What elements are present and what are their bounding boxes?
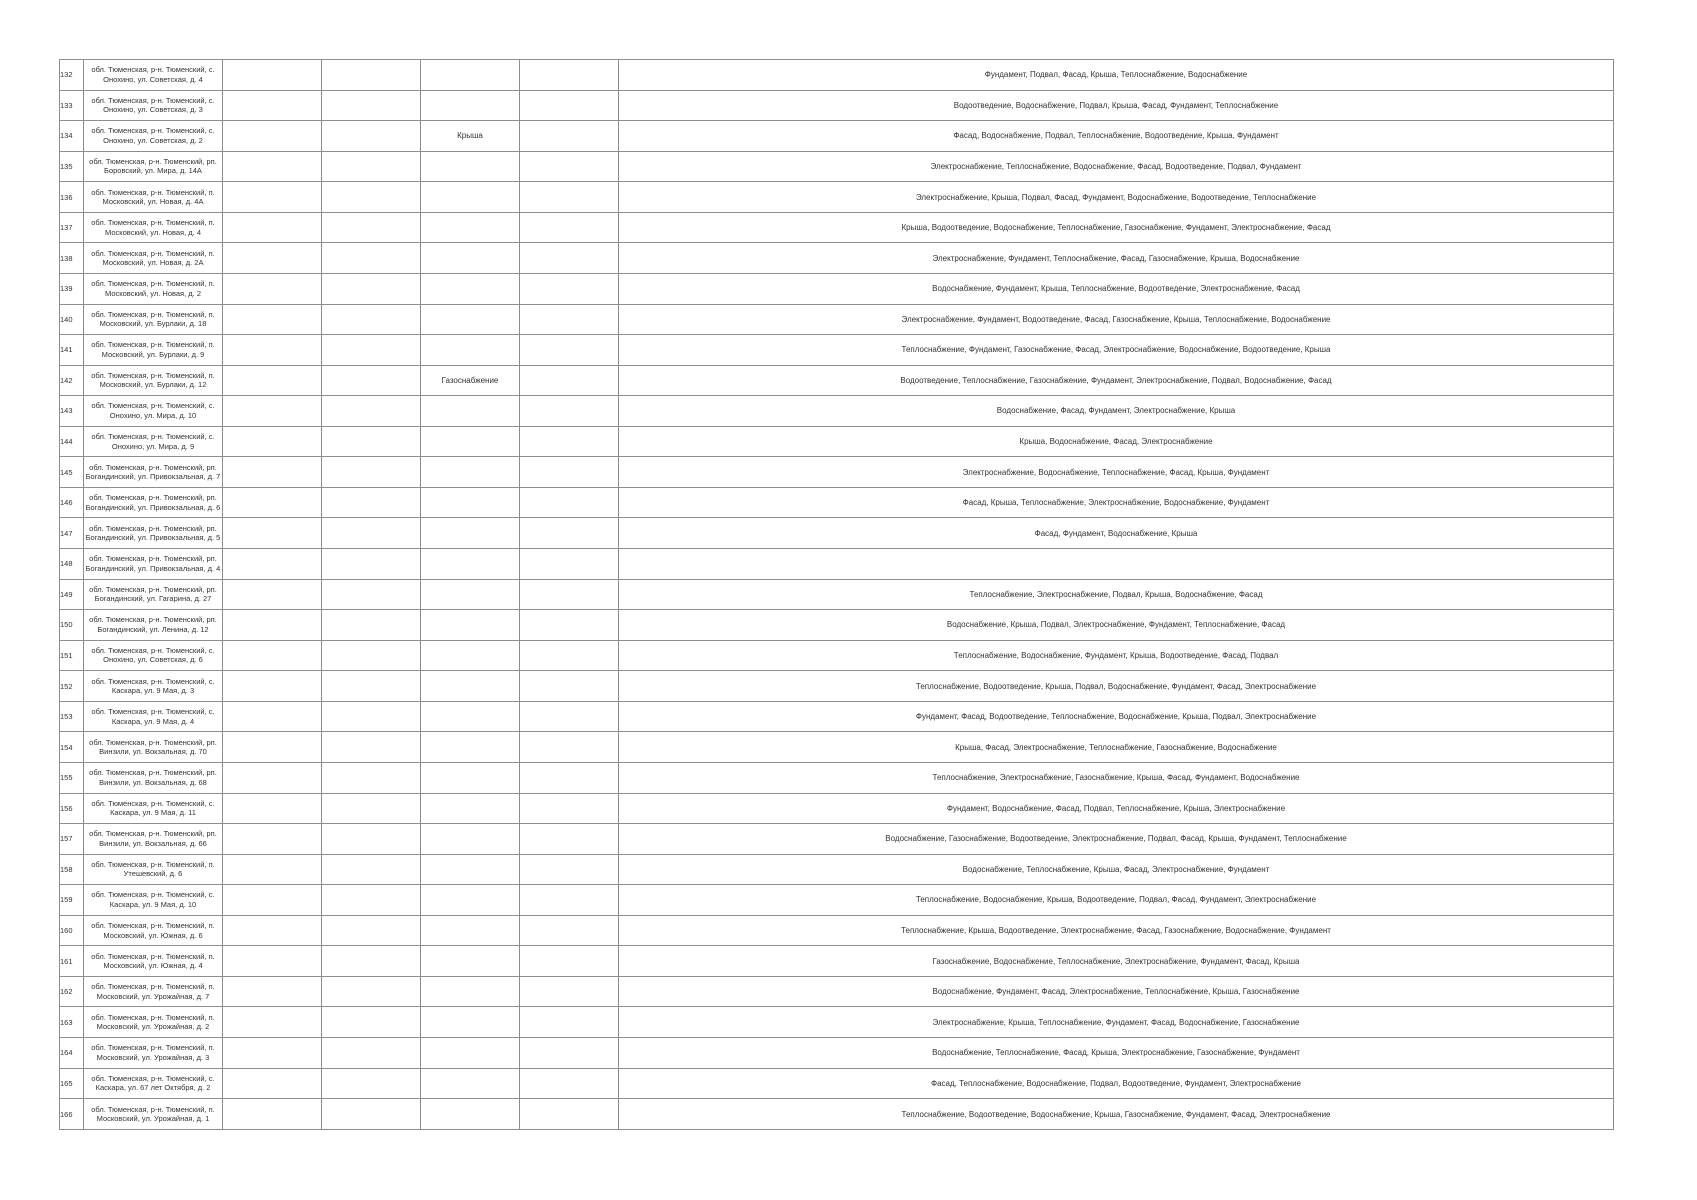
work-item-cell [421,487,520,518]
empty-cell [223,793,322,824]
work-item-cell [421,212,520,243]
table-row [60,90,1614,121]
work-item-cell [421,1099,520,1130]
address-cell: обл. Тюменская, р-н. Тюменский, п. Московский, ул. Южная, д. 4 [84,946,223,977]
work-types-cell: Фасад, Водоснабжение, Подвал, Теплоснабжение, Водоотведение, Крыша, Фундамент [619,121,1614,152]
address-cell: обл. Тюменская, р-н. Тюменский, рп. Богандинский, ул. Гагарина, д. 27 [84,579,223,610]
empty-cell [322,273,421,304]
empty-cell [520,151,619,182]
address-cell: обл. Тюменская, р-н. Тюменский, рп. Винзили, ул. Вокзальная, д. 70 [84,732,223,763]
table-row [60,457,1614,488]
table-row [60,518,1614,549]
empty-cell [223,762,322,793]
address-cell: обл. Тюменская, р-н. Тюменский, п. Утешевский, д. 6 [84,854,223,885]
housing-table [59,59,1614,1130]
empty-cell [322,487,421,518]
address-cell: обл. Тюменская, р-н. Тюменский, рп. Боровский, ул. Мира, д. 14А [84,151,223,182]
work-item-cell [421,671,520,702]
table-row [60,304,1614,335]
row-number-cell: 162 [60,976,84,1007]
work-item-cell [421,885,520,916]
row-number-cell: 149 [60,579,84,610]
work-types-cell: Электроснабжение, Крыша, Теплоснабжение, Фундамент, Фасад, Водоснабжение, Газоснабжение [619,1007,1614,1038]
row-number-cell: 151 [60,640,84,671]
empty-cell [223,732,322,763]
address-cell: обл. Тюменская, р-н. Тюменский, с. Каскара, ул. 67 лет Октября, д. 2 [84,1068,223,1099]
address-cell: обл. Тюменская, р-н. Тюменский, с. Каскара, ул. 9 Мая, д. 11 [84,793,223,824]
empty-cell [520,121,619,152]
empty-cell [223,182,322,213]
work-item-cell [421,976,520,1007]
work-types-cell: Теплоснабжение, Крыша, Водоотведение, Электроснабжение, Фасад, Газоснабжение, Водоснабжение, Фундамент [619,915,1614,946]
address-cell: обл. Тюменская, р-н. Тюменский, с. Онохино, ул. Советская, д. 6 [84,640,223,671]
empty-cell [520,365,619,396]
empty-cell [520,579,619,610]
empty-cell [520,335,619,366]
table-row [60,243,1614,274]
empty-cell [223,549,322,580]
empty-cell [223,304,322,335]
empty-cell [520,946,619,977]
work-item-cell [421,610,520,641]
table-row [60,824,1614,855]
work-types-cell: Электроснабжение, Фундамент, Теплоснабжение, Фасад, Газоснабжение, Крыша, Водоснабжение [619,243,1614,274]
empty-cell [322,1099,421,1130]
address-cell: обл. Тюменская, р-н. Тюменский, рп. Богандинский, ул. Привокзальная, д. 6 [84,487,223,518]
work-item-cell [421,1068,520,1099]
work-item-cell [421,457,520,488]
table-row [60,946,1614,977]
work-types-cell: Газоснабжение, Водоснабжение, Теплоснабжение, Электроснабжение, Фундамент, Фасад, Крыша [619,946,1614,977]
work-types-cell: Водоснабжение, Газоснабжение, Водоотведение, Электроснабжение, Подвал, Фасад, Крыша, Фундамент, Теплоснабжение [619,824,1614,855]
work-types-cell: Теплоснабжение, Электроснабжение, Подвал, Крыша, Водоснабжение, Фасад [619,579,1614,610]
row-number-cell: 165 [60,1068,84,1099]
row-number-cell: 146 [60,487,84,518]
work-types-cell: Фундамент, Водоснабжение, Фасад, Подвал, Теплоснабжение, Крыша, Электроснабжение [619,793,1614,824]
work-item-cell [421,273,520,304]
empty-cell [520,762,619,793]
empty-cell [520,701,619,732]
table-row [60,732,1614,763]
empty-cell [520,824,619,855]
table-row [60,396,1614,427]
row-number-cell: 141 [60,335,84,366]
table-row [60,762,1614,793]
empty-cell [322,824,421,855]
work-item-cell: Газоснабжение [421,365,520,396]
work-item-cell [421,243,520,274]
empty-cell [322,549,421,580]
address-cell: обл. Тюменская, р-н. Тюменский, рп. Винзили, ул. Вокзальная, д. 66 [84,824,223,855]
empty-cell [322,610,421,641]
work-types-cell: Электроснабжение, Теплоснабжение, Водоснабжение, Фасад, Водоотведение, Подвал, Фундамент [619,151,1614,182]
empty-cell [520,426,619,457]
empty-cell [520,915,619,946]
work-types-cell: Теплоснабжение, Электроснабжение, Газоснабжение, Крыша, Фасад, Фундамент, Водоснабжение [619,762,1614,793]
row-number-cell: 152 [60,671,84,702]
row-number-cell: 140 [60,304,84,335]
empty-cell [223,518,322,549]
work-types-cell: Теплоснабжение, Водоснабжение, Фундамент, Крыша, Водоотведение, Фасад, Подвал [619,640,1614,671]
address-cell: обл. Тюменская, р-н. Тюменский, рп. Богандинский, ул. Привокзальная, д. 4 [84,549,223,580]
empty-cell [322,121,421,152]
work-types-cell: Водоснабжение, Фундамент, Крыша, Теплоснабжение, Водоотведение, Электроснабжение, Фасад [619,273,1614,304]
work-types-cell: Водоснабжение, Фундамент, Фасад, Электроснабжение, Теплоснабжение, Крыша, Газоснабжение [619,976,1614,1007]
empty-cell [223,487,322,518]
empty-cell [223,976,322,1007]
row-number-cell: 148 [60,549,84,580]
work-item-cell [421,579,520,610]
address-cell: обл. Тюменская, р-н. Тюменский, рп. Винзили, ул. Вокзальная, д. 68 [84,762,223,793]
row-number-cell: 166 [60,1099,84,1130]
work-item-cell [421,182,520,213]
empty-cell [322,396,421,427]
work-types-cell: Крыша, Водоснабжение, Фасад, Электроснабжение [619,426,1614,457]
address-cell: обл. Тюменская, р-н. Тюменский, рп. Богандинский, ул. Привокзальная, д. 7 [84,457,223,488]
empty-cell [223,243,322,274]
empty-cell [322,151,421,182]
empty-cell [322,579,421,610]
empty-cell [322,854,421,885]
table-row [60,1038,1614,1069]
row-number-cell: 139 [60,273,84,304]
empty-cell [322,212,421,243]
row-number-cell: 142 [60,365,84,396]
empty-cell [223,701,322,732]
work-item-cell [421,640,520,671]
work-item-cell [421,60,520,91]
empty-cell [223,854,322,885]
empty-cell [322,762,421,793]
row-number-cell: 137 [60,212,84,243]
address-cell: обл. Тюменская, р-н. Тюменский, п. Московский, ул. Южная, д. 6 [84,915,223,946]
empty-cell [322,671,421,702]
empty-cell [520,610,619,641]
empty-cell [520,1038,619,1069]
empty-cell [223,1068,322,1099]
table-row [60,793,1614,824]
empty-cell [520,549,619,580]
empty-cell [223,273,322,304]
empty-cell [520,640,619,671]
empty-cell [223,671,322,702]
address-cell: обл. Тюменская, р-н. Тюменский, п. Московский, ул. Бурлаки, д. 12 [84,365,223,396]
row-number-cell: 147 [60,518,84,549]
table-row [60,885,1614,916]
row-number-cell: 159 [60,885,84,916]
empty-cell [223,365,322,396]
empty-cell [223,1099,322,1130]
empty-cell [223,60,322,91]
empty-cell [223,396,322,427]
table-row [60,60,1614,91]
empty-cell [520,60,619,91]
address-cell: обл. Тюменская, р-н. Тюменский, п. Московский, ул. Урожайная, д. 7 [84,976,223,1007]
work-types-cell: Водоснабжение, Крыша, Подвал, Электроснабжение, Фундамент, Теплоснабжение, Фасад [619,610,1614,641]
row-number-cell: 156 [60,793,84,824]
table-row [60,640,1614,671]
work-item-cell [421,701,520,732]
row-number-cell: 154 [60,732,84,763]
work-types-cell: Крыша, Водоотведение, Водоснабжение, Теплоснабжение, Газоснабжение, Фундамент, Электроснабжение, Фасад [619,212,1614,243]
empty-cell [520,487,619,518]
work-item-cell [421,946,520,977]
empty-cell [223,1007,322,1038]
address-cell: обл. Тюменская, р-н. Тюменский, с. Каскара, ул. 9 Мая, д. 4 [84,701,223,732]
empty-cell [322,243,421,274]
table-row [60,976,1614,1007]
empty-cell [223,610,322,641]
table-row [60,182,1614,213]
table-row [60,610,1614,641]
work-item-cell [421,915,520,946]
table-row [60,273,1614,304]
table-row [60,212,1614,243]
empty-cell [520,793,619,824]
empty-cell [322,60,421,91]
table-row [60,579,1614,610]
work-types-cell: Фундамент, Подвал, Фасад, Крыша, Теплоснабжение, Водоснабжение [619,60,1614,91]
table-row [60,1007,1614,1038]
empty-cell [223,946,322,977]
row-number-cell: 161 [60,946,84,977]
address-cell: обл. Тюменская, р-н. Тюменский, п. Московский, ул. Урожайная, д. 1 [84,1099,223,1130]
work-types-cell [619,549,1614,580]
address-cell: обл. Тюменская, р-н. Тюменский, п. Московский, ул. Новая, д. 2А [84,243,223,274]
empty-cell [322,90,421,121]
work-item-cell [421,1038,520,1069]
empty-cell [223,457,322,488]
row-number-cell: 153 [60,701,84,732]
empty-cell [322,1007,421,1038]
table-row [60,1068,1614,1099]
empty-cell [520,854,619,885]
row-number-cell: 134 [60,121,84,152]
empty-cell [223,335,322,366]
work-types-cell: Теплоснабжение, Водоотведение, Крыша, Подвал, Водоснабжение, Фундамент, Фасад, Электроснабжение [619,671,1614,702]
document-sheet [59,59,1614,1130]
work-types-cell: Теплоснабжение, Фундамент, Газоснабжение, Фасад, Электроснабжение, Водоснабжение, Водоотведение, Крыша [619,335,1614,366]
empty-cell [520,671,619,702]
row-number-cell: 136 [60,182,84,213]
address-cell: обл. Тюменская, р-н. Тюменский, п. Московский, ул. Урожайная, д. 3 [84,1038,223,1069]
empty-cell [223,640,322,671]
empty-cell [520,1099,619,1130]
work-types-cell: Электроснабжение, Фундамент, Водоотведение, Фасад, Газоснабжение, Крыша, Теплоснабжение, Водоснабжение [619,304,1614,335]
empty-cell [520,273,619,304]
empty-cell [223,90,322,121]
empty-cell [520,1068,619,1099]
work-item-cell: Крыша [421,121,520,152]
address-cell: обл. Тюменская, р-н. Тюменский, с. Каскара, ул. 9 Мая, д. 3 [84,671,223,702]
empty-cell [322,915,421,946]
row-number-cell: 155 [60,762,84,793]
address-cell: обл. Тюменская, р-н. Тюменский, п. Московский, ул. Новая, д. 2 [84,273,223,304]
work-item-cell [421,335,520,366]
empty-cell [223,1038,322,1069]
row-number-cell: 157 [60,824,84,855]
empty-cell [322,1068,421,1099]
work-item-cell [421,1007,520,1038]
work-item-cell [421,549,520,580]
work-types-cell: Крыша, Фасад, Электроснабжение, Теплоснабжение, Газоснабжение, Водоснабжение [619,732,1614,763]
work-item-cell [421,793,520,824]
empty-cell [520,90,619,121]
empty-cell [520,976,619,1007]
work-types-cell: Фасад, Крыша, Теплоснабжение, Электроснабжение, Водоснабжение, Фундамент [619,487,1614,518]
row-number-cell: 143 [60,396,84,427]
address-cell: обл. Тюменская, р-н. Тюменский, рп. Богандинский, ул. Привокзальная, д. 5 [84,518,223,549]
row-number-cell: 133 [60,90,84,121]
work-item-cell [421,518,520,549]
table-body [60,60,1614,1130]
empty-cell [322,426,421,457]
work-types-cell: Фасад, Теплоснабжение, Водоснабжение, Подвал, Водоотведение, Фундамент, Электроснабжение [619,1068,1614,1099]
address-cell: обл. Тюменская, р-н. Тюменский, с. Онохино, ул. Советская, д. 3 [84,90,223,121]
table-row [60,335,1614,366]
row-number-cell: 150 [60,610,84,641]
empty-cell [223,824,322,855]
work-types-cell: Фундамент, Фасад, Водоотведение, Теплоснабжение, Водоснабжение, Крыша, Подвал, Электроснабжение [619,701,1614,732]
empty-cell [223,579,322,610]
work-types-cell: Теплоснабжение, Водоснабжение, Крыша, Водоотведение, Подвал, Фасад, Фундамент, Электроснабжение [619,885,1614,916]
work-types-cell: Водоотведение, Теплоснабжение, Газоснабжение, Фундамент, Электроснабжение, Подвал, Водоснабжение, Фасад [619,365,1614,396]
table-row [60,854,1614,885]
row-number-cell: 132 [60,60,84,91]
address-cell: обл. Тюменская, р-н. Тюменский, с. Каскара, ул. 9 Мая, д. 10 [84,885,223,916]
address-cell: обл. Тюменская, р-н. Тюменский, п. Московский, ул. Бурлаки, д. 9 [84,335,223,366]
address-cell: обл. Тюменская, р-н. Тюменский, п. Московский, ул. Новая, д. 4 [84,212,223,243]
empty-cell [322,701,421,732]
work-item-cell [421,396,520,427]
address-cell: обл. Тюменская, р-н. Тюменский, п. Московский, ул. Новая, д. 4А [84,182,223,213]
address-cell: обл. Тюменская, р-н. Тюменский, с. Онохино, ул. Советская, д. 4 [84,60,223,91]
work-types-cell: Электроснабжение, Крыша, Подвал, Фасад, Фундамент, Водоснабжение, Водоотведение, Теплоснабжение [619,182,1614,213]
work-item-cell [421,762,520,793]
address-cell: обл. Тюменская, р-н. Тюменский, рп. Богандинский, ул. Ленина, д. 12 [84,610,223,641]
row-number-cell: 144 [60,426,84,457]
empty-cell [223,885,322,916]
work-types-cell: Водоснабжение, Теплоснабжение, Крыша, Фасад, Электроснабжение, Фундамент [619,854,1614,885]
work-item-cell [421,824,520,855]
empty-cell [322,976,421,1007]
table-row [60,426,1614,457]
row-number-cell: 158 [60,854,84,885]
table-row [60,671,1614,702]
work-types-cell: Водоотведение, Водоснабжение, Подвал, Крыша, Фасад, Фундамент, Теплоснабжение [619,90,1614,121]
empty-cell [322,182,421,213]
empty-cell [520,182,619,213]
empty-cell [322,640,421,671]
empty-cell [520,732,619,763]
empty-cell [322,793,421,824]
row-number-cell: 138 [60,243,84,274]
work-item-cell [421,304,520,335]
row-number-cell: 164 [60,1038,84,1069]
empty-cell [322,885,421,916]
empty-cell [520,1007,619,1038]
empty-cell [322,946,421,977]
empty-cell [322,518,421,549]
empty-cell [322,457,421,488]
empty-cell [520,518,619,549]
empty-cell [223,151,322,182]
empty-cell [520,885,619,916]
empty-cell [520,304,619,335]
row-number-cell: 163 [60,1007,84,1038]
table-row [60,151,1614,182]
table-row [60,549,1614,580]
table-row [60,1099,1614,1130]
empty-cell [223,915,322,946]
empty-cell [322,1038,421,1069]
row-number-cell: 135 [60,151,84,182]
work-types-cell: Водоснабжение, Теплоснабжение, Фасад, Крыша, Электроснабжение, Газоснабжение, Фундамент [619,1038,1614,1069]
table-row [60,701,1614,732]
empty-cell [322,732,421,763]
empty-cell [322,335,421,366]
work-item-cell [421,732,520,763]
work-types-cell: Водоснабжение, Фасад, Фундамент, Электроснабжение, Крыша [619,396,1614,427]
table-row [60,121,1614,152]
work-types-cell: Теплоснабжение, Водоотведение, Водоснабжение, Крыша, Газоснабжение, Фундамент, Фасад, Электроснабжение [619,1099,1614,1130]
table-row [60,365,1614,396]
empty-cell [223,121,322,152]
address-cell: обл. Тюменская, р-н. Тюменский, п. Московский, ул. Урожайная, д. 2 [84,1007,223,1038]
address-cell: обл. Тюменская, р-н. Тюменский, с. Онохино, ул. Мира, д. 10 [84,396,223,427]
address-cell: обл. Тюменская, р-н. Тюменский, п. Московский, ул. Бурлаки, д. 18 [84,304,223,335]
work-item-cell [421,90,520,121]
table-row [60,915,1614,946]
empty-cell [223,426,322,457]
empty-cell [520,396,619,427]
work-item-cell [421,854,520,885]
row-number-cell: 145 [60,457,84,488]
row-number-cell: 160 [60,915,84,946]
empty-cell [520,212,619,243]
work-types-cell: Фасад, Фундамент, Водоснабжение, Крыша [619,518,1614,549]
empty-cell [520,457,619,488]
work-item-cell [421,151,520,182]
empty-cell [322,365,421,396]
work-types-cell: Электроснабжение, Водоснабжение, Теплоснабжение, Фасад, Крыша, Фундамент [619,457,1614,488]
address-cell: обл. Тюменская, р-н. Тюменский, с. Онохино, ул. Мира, д. 9 [84,426,223,457]
table-row [60,487,1614,518]
work-item-cell [421,426,520,457]
empty-cell [322,304,421,335]
empty-cell [520,243,619,274]
address-cell: обл. Тюменская, р-н. Тюменский, с. Онохино, ул. Советская, д. 2 [84,121,223,152]
empty-cell [223,212,322,243]
